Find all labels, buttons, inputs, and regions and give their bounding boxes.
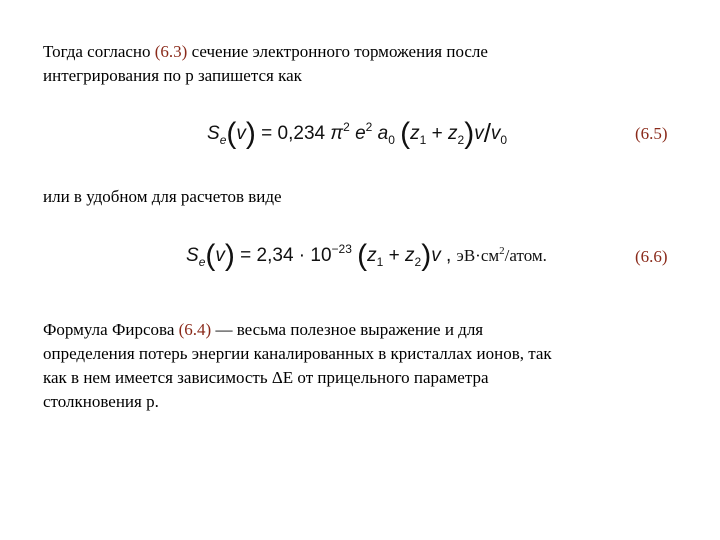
equation-reference-6-3[interactable]: (6.3): [154, 42, 188, 61]
equation-6-6: $S_e(v) = 2,34 \cdot 10^{-23}$ $(z_1 + z_2)v$ , $эВ\cdot см^2$/атом.: [186, 239, 547, 272]
paragraph-1-line-2: интегрирования по p запишется как: [43, 66, 302, 85]
paragraph-1-line-1: Тогда согласно (6.3) сечение электронного торможения после: [43, 42, 488, 61]
paragraph-2-line-1: или в удобном для расчетов виде: [43, 187, 282, 206]
equation-6-5: $S_e(v) = 0,234$ $\pi^2$ $e^2$ $a_0$ $(z_1 + z_2)v/v_0$: [207, 117, 508, 150]
equation-reference-6-4[interactable]: (6.4): [178, 320, 212, 339]
paragraph-1: [43, 40, 488, 88]
paragraph-2: [43, 185, 282, 209]
equation-6-6-units: $эВ\cdot см^2$/атом.: [456, 245, 547, 265]
paragraph-3-line-2: определения потерь энергии каналированных в кристаллах ионов, так: [43, 344, 552, 363]
paragraph-3-line-4: столкновения p.: [43, 392, 159, 411]
paragraph-3-line-3: как в нем имеется зависимость ΔE от прицельного параметра: [43, 368, 489, 387]
equation-number-6-6: (6.6): [635, 247, 668, 266]
paragraph-3-line-1: Формула Фирсова (6.4) — весьма полезное выражение и для: [43, 320, 484, 339]
paragraph-3: [43, 318, 552, 414]
equation-number-6-5: (6.5): [635, 124, 668, 143]
